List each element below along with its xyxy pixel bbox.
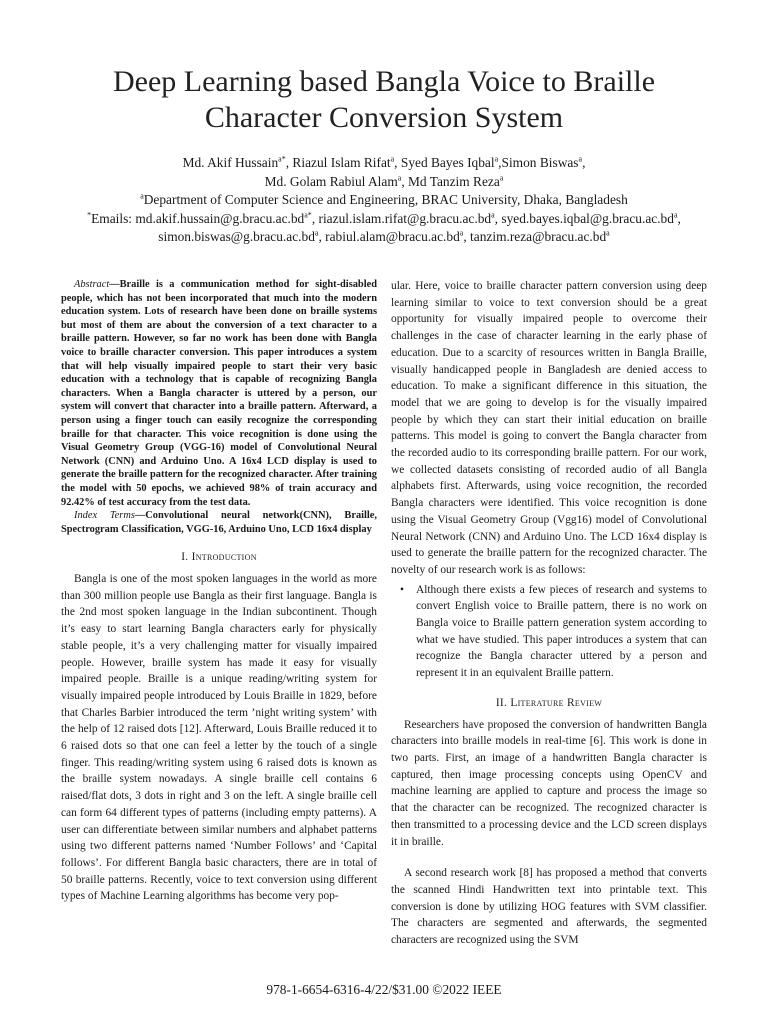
index-terms	[61, 509, 377, 536]
section-heading-literature-review: II. Literature Review	[495, 696, 603, 709]
affil-mark: a	[390, 154, 395, 164]
affil-mark: a	[606, 228, 610, 238]
affiliation	[40, 191, 728, 210]
affil-mark: a*	[278, 154, 286, 164]
affil-mark: a	[140, 191, 144, 201]
emails-line-2	[40, 228, 728, 247]
author-name: Md. Akif Hussain	[182, 155, 279, 170]
abstract-label: Abstract	[74, 279, 110, 290]
email-separator: ,	[677, 210, 681, 226]
affiliation-text: Department of Computer Science and Engineering, BRAC University, Dhaka, Bangladesh	[143, 192, 628, 208]
index-terms-label: Index Terms	[74, 510, 135, 522]
affil-mark: a	[673, 210, 678, 220]
paragraph-gap	[391, 850, 707, 865]
author-name: , Riazul Islam Rifat	[285, 155, 391, 170]
paper-title	[40, 64, 728, 136]
emails-line-1	[40, 210, 728, 229]
email-text: , syed.bayes.iqbal@g.bracu.ac.bd	[494, 210, 674, 226]
intro-paragraph-continued: ular. Here, voice to braille character pattern conversion using deep learning similar to voice to text conversion should be a great opportunity for visually impaired people to overcome their challenges in the case of character learning in the early phase of education. Due to a scarcity of resources written in Bangla Braille, visually handicapped people in Bangladesh are denied access to education. To make a significant difference in this situation, the model that we are going to develop is for the visually impaired people by which they can start their initial education on braille patterns. This model is going to convert the Bangla character from the recorded audio to its corresponding braille pattern. For our work, we collected datasets consisting of recorded audio of all Bangla alphabets first. Afterwards, using voice recognition, the recorded Bangla characters were identified. This voice recognition is done using the Visual Geometry Group (Vgg16) model of Convolutional Neural Network (CNN) and Arduino Uno. The LCD 16x4 display is used to generate the braille pattern for the recognized character. The novelty of our research work is as follows:	[391, 280, 707, 576]
copyright-footer: 978-1-6654-6316-4/22/$31.00 ©2022 IEEE	[266, 982, 502, 997]
abstract-text: —Braille is a communication method for sight-disabled people, which has not been incorporated that much into the modern education system. Lots of research have been done on braille systems but most of them are about the conversion of a text character to a braille pattern. However, so far no work has been done with Bangla voice to braille character conversion. This paper introduces a system that will help visually impaired people to start their very basic education with a technology that is capable of recognizing Bangla characters. When a Bangla character is uttered by a person, our system will convert that character into a braille pattern. Afterward, a person using a finger touch can easily recognize the corresponding braille for that character. This voice recognition is done using the Visual Geometry Group (VGG-16) model of Convolutional Neural Network (CNN) and Arduino Uno. A 16x4 LCD display is used to generate the braille pattern for the recognized character. After training the model with 50 epochs, we achieved 98% of train accuracy and 92.42% of test accuracy from the test data.	[61, 279, 377, 508]
author-name: , Md Tanzim Reza	[401, 173, 500, 189]
title-line-1: Deep Learning based Bangla Voice to Braille	[112, 65, 656, 98]
affil-mark: a	[314, 228, 319, 238]
literature-paragraph-2: A second research work [8] has proposed a method that converts the scanned Hindi Handwritten text into printable text. This conversion is done by utilizing HOG features with SVM classifier. The characters are segmented and afterwards, the segmented characters are recognized using the SVM	[391, 867, 707, 947]
affil-mark: *	[87, 210, 92, 220]
list-item	[400, 582, 707, 682]
affil-mark: a	[491, 210, 495, 220]
intro-paragraph: Bangla is one of the most spoken languages in the world as more than 300 million people use Bangla as their first language. Bangla is the 2nd most spoken language in the Indian subcontinent. Though it’s easy to start learning Bangla characters early for physically stable people, it’s a very challenging matter for visually impaired people. However, braille system has made it easy for visually impaired people. Braille is a unique reading/writing system for visually impaired people introduced by Louis Braille in 1829, before that Charles Barbier introduced the term ’night writing system’ with the help of 12 raised dots [12]. Afterward, Louis Braille reduced it to 6 raised dots so that one can feel a letter by the touch of a single finger. This reading/writing system using 6 raised dots is known as the braille system nowadays. A single braille cell contains 6 raised/flat dots, 3 dots in right and 3 on the left. A single braille cell can form 64 different types of patterns (including empty patterns). A user can differentiate between similar numbers and alphabet patterns using two different patterns named ‘Number Follows’ and ‘Capital follows’. For different Bangla basic characters, there are in total of 50 braille patterns. Recently, voice to text conversion using different types of Machine Learning algorithms has become very pop-	[61, 572, 377, 903]
author-line-2	[40, 173, 728, 192]
author-block	[40, 154, 728, 247]
email-text: simon.biswas@g.bracu.ac.bd	[158, 229, 315, 245]
author-line-1	[40, 154, 728, 173]
author-name: Md. Golam Rabiul Alam	[264, 173, 398, 189]
affil-mark: a	[499, 173, 504, 183]
author-separator: ,	[582, 155, 586, 170]
list-item-text: Although there exists a few pieces of research and systems to convert English voice to Braille pattern, there is no work on Bangla voice to Braille pattern generation system according to what we have studied. This paper introduces a system that can recognize the Bangla character uttered by a person and represent it in an equivalent Braille pattern.	[416, 583, 707, 680]
email-text: Emails: md.akif.hussain@g.bracu.ac.bd	[91, 210, 305, 226]
bullet-icon: •	[400, 583, 404, 596]
section-heading-introduction: I. Introduction	[181, 551, 257, 564]
affil-mark: a	[459, 228, 464, 238]
email-text: , riazul.islam.rifat@g.bracu.ac.bd	[311, 210, 492, 226]
affil-mark: a	[397, 173, 402, 183]
title-line-2: Character Conversion System	[204, 101, 564, 134]
abstract	[61, 278, 377, 509]
email-text: , rabiul.alam@bracu.ac.bd	[318, 229, 460, 245]
author-name: , Syed Bayes Iqbal	[394, 155, 495, 170]
affil-mark: a*	[304, 210, 312, 220]
right-column	[391, 278, 707, 949]
email-text: , tanzim.reza@bracu.ac.bd	[463, 229, 607, 245]
novelty-list	[391, 582, 707, 682]
index-terms-text: —Convolutional neural network(CNN), Braille, Spectrogram Classification, VGG-16, Arduino Uno, LCD 16x4 display	[61, 510, 378, 535]
literature-paragraph-1: Researchers have proposed the conversion of handwritten Bangla characters into braille models in real-time [6]. This work is done in two parts. First, an image of a handwritten Bangla character is captured, then image processing concepts using OpenCV and machine learning are applied to capture and process the image so that the character can be recognized. The recognized character is then transmitted to a processing device and the LCD screen displays it in braille.	[391, 718, 707, 848]
affil-mark: a	[578, 154, 583, 164]
left-column	[61, 278, 377, 905]
author-name: ,Simon Biswas	[498, 155, 579, 170]
affil-mark: a	[494, 154, 499, 164]
